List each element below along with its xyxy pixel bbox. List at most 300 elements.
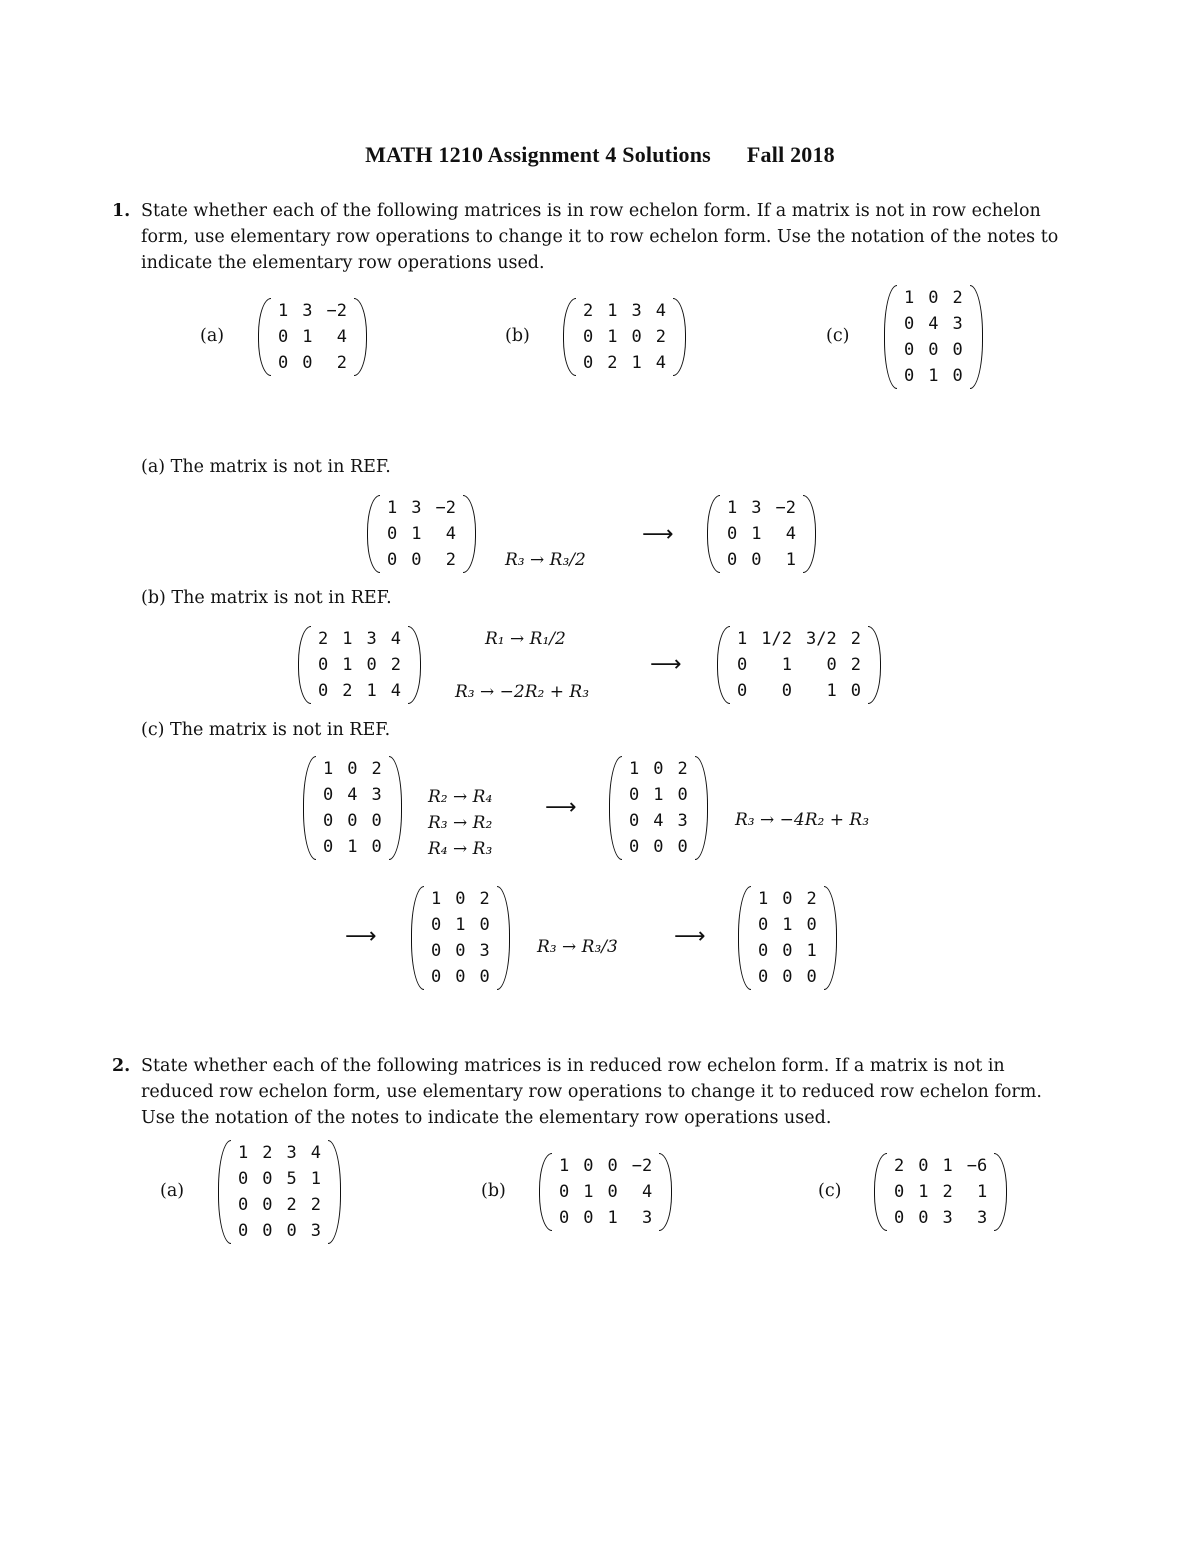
matrix-entry: 0	[826, 655, 837, 675]
q1-matrix-c	[884, 285, 983, 393]
right-parenthesis	[868, 626, 881, 704]
matrix-entries	[316, 756, 389, 860]
matrix-entry: 3	[411, 498, 422, 518]
matrix-row	[271, 324, 354, 350]
solution-c-operation-3: R₃ → R₃/3	[537, 937, 618, 957]
matrix	[218, 1140, 341, 1244]
matrix-entry: −2	[326, 301, 347, 321]
arrow: ⟶	[642, 522, 674, 547]
matrix-entry: 1	[806, 941, 817, 961]
matrix-entry: 1	[781, 655, 792, 675]
matrix-entry: 4	[641, 1182, 653, 1202]
matrix-entry: −2	[435, 498, 456, 518]
matrix-row	[231, 1140, 328, 1166]
matrix-row	[316, 782, 389, 808]
matrix-entry: 0	[727, 524, 738, 544]
matrix-entry: 1	[559, 1156, 570, 1176]
matrix-entries	[311, 626, 408, 704]
matrix-entry: 1	[737, 629, 748, 649]
matrix-row	[730, 626, 868, 652]
left-parenthesis	[717, 626, 730, 704]
q2-label-a: (a)	[160, 1181, 185, 1201]
matrix-entry: 4	[445, 524, 456, 544]
matrix-row	[730, 652, 868, 678]
matrix-entry: 2	[445, 550, 456, 570]
matrix-row	[720, 547, 803, 573]
matrix-entry: 3	[641, 1208, 653, 1228]
matrix-entry: 0	[904, 366, 915, 386]
matrix	[884, 285, 983, 389]
q1-matrix-b	[563, 298, 686, 380]
matrix-entry: 2	[677, 759, 688, 779]
matrix-entries	[576, 298, 673, 376]
matrix-entries	[730, 626, 868, 704]
matrix-entry: 3	[677, 811, 688, 831]
matrix-entry: 0	[387, 550, 398, 570]
matrix-entry: 3	[286, 1143, 297, 1163]
matrix-row	[751, 886, 824, 912]
matrix-entry: 0	[583, 327, 594, 347]
matrix-row	[552, 1179, 659, 1205]
matrix-row	[311, 626, 408, 652]
matrix-entries	[231, 1140, 328, 1244]
question-1	[112, 198, 1061, 276]
q2-label-c: (c)	[818, 1181, 842, 1201]
matrix-entry: 2	[806, 889, 817, 909]
solution-b-operation-2: R₃ → −2R₂ + R₃	[455, 682, 590, 702]
matrix-row	[311, 652, 408, 678]
arrow: ⟶	[650, 652, 682, 677]
solution-b-from-matrix	[298, 626, 421, 708]
matrix-entry: 1	[347, 837, 358, 857]
matrix-entries	[271, 298, 354, 376]
matrix-entry: 3	[310, 1221, 321, 1241]
matrix-entry: 0	[583, 1208, 594, 1228]
swap-operation: R₂ → R₄	[428, 787, 493, 807]
matrix-entry: 1	[904, 288, 915, 308]
matrix-entry: 0	[653, 759, 664, 779]
solution-c-matrix-1	[303, 756, 402, 864]
matrix-entry: 1	[342, 655, 353, 675]
matrix-entry: 2	[336, 353, 347, 373]
matrix-row	[231, 1192, 328, 1218]
matrix-entry: 1	[238, 1143, 249, 1163]
matrix-row	[424, 886, 497, 912]
left-parenthesis	[884, 285, 897, 389]
right-parenthesis	[463, 495, 476, 573]
matrix-entry: 0	[431, 941, 442, 961]
matrix-row	[316, 756, 389, 782]
matrix-row	[424, 964, 497, 990]
swap-operation: R₃ → R₂	[428, 813, 493, 833]
left-parenthesis	[411, 886, 424, 990]
matrix-entry: 0	[629, 785, 640, 805]
matrix-entry: 0	[318, 655, 329, 675]
q2-matrix-c	[874, 1153, 1007, 1235]
matrix-entry: 0	[952, 366, 963, 386]
matrix-entry: 4	[653, 811, 664, 831]
matrix-entry: 0	[366, 655, 377, 675]
matrix-entry: 1	[310, 1169, 321, 1189]
matrix-entry: 0	[894, 1208, 905, 1228]
right-parenthesis	[497, 886, 510, 990]
q2-matrix-a	[218, 1140, 341, 1248]
matrix-entry: 0	[238, 1169, 249, 1189]
question-number: 2.	[112, 1056, 131, 1076]
matrix-entry: 0	[479, 915, 490, 935]
matrix	[738, 886, 837, 990]
matrix-entry: 0	[347, 759, 358, 779]
right-parenthesis	[389, 756, 402, 860]
solution-b-to-matrix	[717, 626, 881, 708]
matrix-entry: 0	[455, 889, 466, 909]
matrix-entry: 0	[806, 915, 817, 935]
matrix-row	[897, 285, 970, 311]
matrix-entry: 2	[583, 301, 594, 321]
matrix-row	[897, 337, 970, 363]
matrix-entry: −2	[775, 498, 796, 518]
matrix-entry: 1	[653, 785, 664, 805]
matrix-entry: 0	[781, 681, 792, 701]
matrix-entry: 0	[904, 340, 915, 360]
matrix	[717, 626, 881, 704]
matrix-entry: 0	[262, 1169, 273, 1189]
matrix-row	[271, 350, 354, 376]
right-parenthesis	[803, 495, 816, 573]
matrix-entry: 1	[942, 1156, 953, 1176]
matrix-row	[424, 938, 497, 964]
matrix-entry: 2	[286, 1195, 297, 1215]
matrix-entry: 1	[918, 1182, 929, 1202]
arrow: ⟶	[545, 795, 577, 820]
solution-c-matrix-2	[609, 756, 708, 864]
matrix-entry: 0	[928, 288, 939, 308]
matrix-entry: 0	[431, 967, 442, 987]
matrix-entry: 3/2	[805, 629, 837, 649]
matrix	[367, 495, 476, 573]
matrix-row	[380, 495, 463, 521]
right-parenthesis	[994, 1153, 1007, 1231]
matrix-row	[380, 547, 463, 573]
matrix-entry: 0	[262, 1221, 273, 1241]
matrix-row	[622, 834, 695, 860]
matrix-entry: 0	[238, 1195, 249, 1215]
matrix-row	[751, 938, 824, 964]
matrix-row	[316, 808, 389, 834]
matrix	[258, 298, 367, 376]
right-parenthesis	[970, 285, 983, 389]
solution-c-operation-2: R₃ → −4R₂ + R₃	[735, 810, 870, 830]
matrix-entry: 4	[336, 327, 347, 347]
left-parenthesis	[609, 756, 622, 860]
matrix-entry: 2	[390, 655, 401, 675]
matrix-row	[897, 363, 970, 389]
matrix-entry: 0	[607, 1182, 618, 1202]
left-parenthesis	[874, 1153, 887, 1231]
matrix-entry: 3	[952, 314, 963, 334]
matrix-entries	[552, 1153, 659, 1231]
matrix-entries	[887, 1153, 994, 1231]
matrix-entry: 0	[238, 1221, 249, 1241]
matrix-entry: 1	[431, 889, 442, 909]
matrix-entry: 0	[904, 314, 915, 334]
question-2	[112, 1053, 1061, 1131]
matrix-entry: 0	[782, 967, 793, 987]
matrix-entry: 4	[785, 524, 796, 544]
matrix-entry: 0	[918, 1208, 929, 1228]
matrix	[707, 495, 816, 573]
matrix-entry: 0	[737, 655, 748, 675]
assignment-title: MATH 1210 Assignment 4 Solutions	[365, 142, 711, 167]
matrix-entry: 4	[390, 681, 401, 701]
matrix-entry: 1	[323, 759, 334, 779]
matrix-entry: 0	[387, 524, 398, 544]
matrix-entry: 0	[928, 340, 939, 360]
q2-label-b: (b)	[481, 1181, 506, 1201]
arrow: ⟶	[674, 924, 706, 949]
matrix-entry: 1	[607, 327, 618, 347]
term-label: Fall 2018	[746, 142, 835, 167]
matrix-entry: 1	[387, 498, 398, 518]
right-parenthesis	[673, 298, 686, 376]
matrix-entry: 2	[850, 655, 861, 675]
matrix-entry: 4	[655, 353, 666, 373]
arrow: ⟶	[345, 924, 377, 949]
matrix-entry: 0	[559, 1208, 570, 1228]
matrix-entry: 0	[371, 811, 382, 831]
left-parenthesis	[303, 756, 316, 860]
matrix-entry: 0	[758, 967, 769, 987]
matrix-entry: 1	[607, 1208, 618, 1228]
right-parenthesis	[408, 626, 421, 704]
matrix-entry: 0	[850, 681, 861, 701]
left-parenthesis	[218, 1140, 231, 1244]
matrix-entry: 0	[918, 1156, 929, 1176]
right-parenthesis	[328, 1140, 341, 1244]
matrix-row	[271, 298, 354, 324]
solution-b-label: (b) The matrix is not in REF.	[141, 588, 392, 608]
solution-c-matrix-3	[411, 886, 510, 994]
matrix-entry: 0	[758, 915, 769, 935]
matrix-entry: 3	[302, 301, 313, 321]
matrix-row	[576, 350, 673, 376]
matrix-entry: 1	[782, 915, 793, 935]
solution-b-operation-1: R₁ → R₁/2	[485, 629, 566, 649]
matrix-entry: 0	[278, 353, 289, 373]
matrix-entry: 2	[942, 1182, 953, 1202]
matrix-entry: 0	[278, 327, 289, 347]
matrix-entry: 0	[727, 550, 738, 570]
matrix-entry: 0	[583, 1156, 594, 1176]
matrix-entry: 0	[559, 1182, 570, 1202]
left-parenthesis	[738, 886, 751, 990]
matrix-entry: 0	[455, 941, 466, 961]
left-parenthesis	[563, 298, 576, 376]
right-parenthesis	[354, 298, 367, 376]
matrix-entries	[897, 285, 970, 389]
solution-c-label: (c) The matrix is not in REF.	[141, 720, 391, 740]
matrix-entry: 1	[455, 915, 466, 935]
matrix-entry: 2	[342, 681, 353, 701]
matrix-entry: 1	[785, 550, 796, 570]
q1-label-c: (c)	[826, 326, 850, 346]
matrix-entry: 1/2	[761, 629, 792, 649]
matrix-entry: 0	[806, 967, 817, 987]
matrix-entry: 2	[952, 288, 963, 308]
matrix-entry: 2	[479, 889, 490, 909]
matrix-entry: 0	[286, 1221, 297, 1241]
matrix-entry: 3	[366, 629, 377, 649]
matrix-entry: 0	[323, 785, 334, 805]
question-text: State whether each of the following matrices is in reduced row echelon form. If a matrix is not in reduced row echelon form, use elementary row operations to change it to reduced row echelon form. Use the notation of the notes to indicate the elementary row operations used.	[141, 1056, 1042, 1128]
matrix-entry: 3	[751, 498, 762, 518]
matrix-entry: 1	[928, 366, 939, 386]
swap-operation: R₄ → R₃	[428, 839, 493, 859]
matrix-entry: 0	[631, 327, 642, 347]
matrix	[411, 886, 510, 990]
solution-a-label: (a) The matrix is not in REF.	[141, 457, 391, 477]
matrix-entry: 2	[318, 629, 329, 649]
matrix-entry: 4	[347, 785, 358, 805]
matrix-entries	[380, 495, 463, 573]
matrix-entries	[751, 886, 824, 990]
matrix-entry: 1	[278, 301, 289, 321]
matrix-row	[576, 298, 673, 324]
matrix-row	[311, 678, 408, 704]
matrix-entry: 0	[629, 811, 640, 831]
matrix-entry: 1	[727, 498, 738, 518]
right-parenthesis	[659, 1153, 672, 1231]
matrix	[874, 1153, 1007, 1231]
matrix-entry: 0	[455, 967, 466, 987]
matrix-entry: 4	[390, 629, 401, 649]
solution-a-to-matrix	[707, 495, 816, 577]
matrix-entry: 0	[323, 837, 334, 857]
right-parenthesis	[824, 886, 837, 990]
matrix-entry: 2	[310, 1195, 321, 1215]
matrix-entry: 0	[607, 1156, 618, 1176]
matrix	[563, 298, 686, 376]
matrix-entry: 0	[952, 340, 963, 360]
matrix-row	[887, 1153, 994, 1179]
matrix-entry: 1	[342, 629, 353, 649]
matrix-entry: 1	[629, 759, 640, 779]
matrix-entry: 1	[302, 327, 313, 347]
matrix-entry: 0	[894, 1182, 905, 1202]
matrix-row	[316, 834, 389, 860]
matrix-row	[552, 1205, 659, 1231]
matrix-entry: 1	[607, 301, 618, 321]
matrix-entries	[622, 756, 695, 860]
matrix-entry: 2	[262, 1143, 273, 1163]
matrix-entry: 0	[371, 837, 382, 857]
matrix-entry: 0	[318, 681, 329, 701]
matrix-entry: 0	[782, 941, 793, 961]
matrix-row	[887, 1179, 994, 1205]
matrix-entry: 0	[479, 967, 490, 987]
matrix-entry: 4	[310, 1143, 321, 1163]
matrix-entry: 0	[653, 837, 664, 857]
matrix-row	[751, 912, 824, 938]
left-parenthesis	[258, 298, 271, 376]
matrix-entries	[424, 886, 497, 990]
matrix-row	[424, 912, 497, 938]
matrix-entry: 1	[631, 353, 642, 373]
matrix-entry: 1	[826, 681, 837, 701]
left-parenthesis	[367, 495, 380, 573]
matrix-entry: 0	[347, 811, 358, 831]
solution-c-matrix-4	[738, 886, 837, 994]
q1-label-a: (a)	[200, 326, 225, 346]
matrix-row	[622, 782, 695, 808]
matrix-entry: 3	[631, 301, 642, 321]
matrix-entry: 1	[751, 524, 762, 544]
right-parenthesis	[695, 756, 708, 860]
matrix-row	[897, 311, 970, 337]
q1-matrix-a	[258, 298, 367, 380]
matrix-row	[576, 324, 673, 350]
matrix	[303, 756, 402, 860]
matrix-entry: 0	[262, 1195, 273, 1215]
page-title	[0, 142, 1200, 168]
matrix-entry: 2	[655, 327, 666, 347]
matrix	[298, 626, 421, 704]
matrix	[609, 756, 708, 860]
matrix-entries	[720, 495, 803, 573]
matrix-entry: 0	[751, 550, 762, 570]
matrix-entry: 0	[758, 941, 769, 961]
question-text: State whether each of the following matrices is in row echelon form. If a matrix is not in row echelon form, use elementary row operations to change it to row echelon form. Use the notation of the notes to indicate the elementary row operations used.	[141, 201, 1059, 273]
matrix-row	[231, 1218, 328, 1244]
matrix-row	[720, 495, 803, 521]
matrix-row	[622, 756, 695, 782]
matrix-entry: 1	[366, 681, 377, 701]
matrix-row	[751, 964, 824, 990]
matrix-entry: 2	[850, 629, 861, 649]
matrix-entry: 0	[583, 353, 594, 373]
matrix-entry: 1	[976, 1182, 988, 1202]
matrix-entry: 0	[411, 550, 422, 570]
matrix-entry: 0	[431, 915, 442, 935]
matrix-entry: 3	[479, 941, 490, 961]
matrix-row	[552, 1153, 659, 1179]
matrix-entry: 5	[286, 1169, 297, 1189]
matrix-entry: 0	[737, 681, 748, 701]
matrix-row	[380, 521, 463, 547]
matrix-entry: 1	[411, 524, 422, 544]
solution-a-operation: R₃ → R₃/2	[505, 550, 586, 570]
matrix-entry: 0	[323, 811, 334, 831]
matrix-entry: 1	[583, 1182, 594, 1202]
left-parenthesis	[298, 626, 311, 704]
solution-a-from-matrix	[367, 495, 476, 577]
solution-c-operations-1	[428, 784, 492, 862]
matrix-row	[622, 808, 695, 834]
matrix-entry: −6	[966, 1156, 988, 1176]
matrix-entry: 2	[607, 353, 618, 373]
matrix-entry: 2	[894, 1156, 905, 1176]
question-number: 1.	[112, 201, 131, 221]
matrix-entry: 4	[928, 314, 939, 334]
matrix-entry: 0	[677, 785, 688, 805]
matrix-entry: 0	[677, 837, 688, 857]
left-parenthesis	[707, 495, 720, 573]
matrix-entry: 2	[371, 759, 382, 779]
matrix-entry: 3	[371, 785, 382, 805]
matrix-entry: 3	[942, 1208, 953, 1228]
matrix-entry: 4	[655, 301, 666, 321]
q1-label-b: (b)	[505, 326, 530, 346]
